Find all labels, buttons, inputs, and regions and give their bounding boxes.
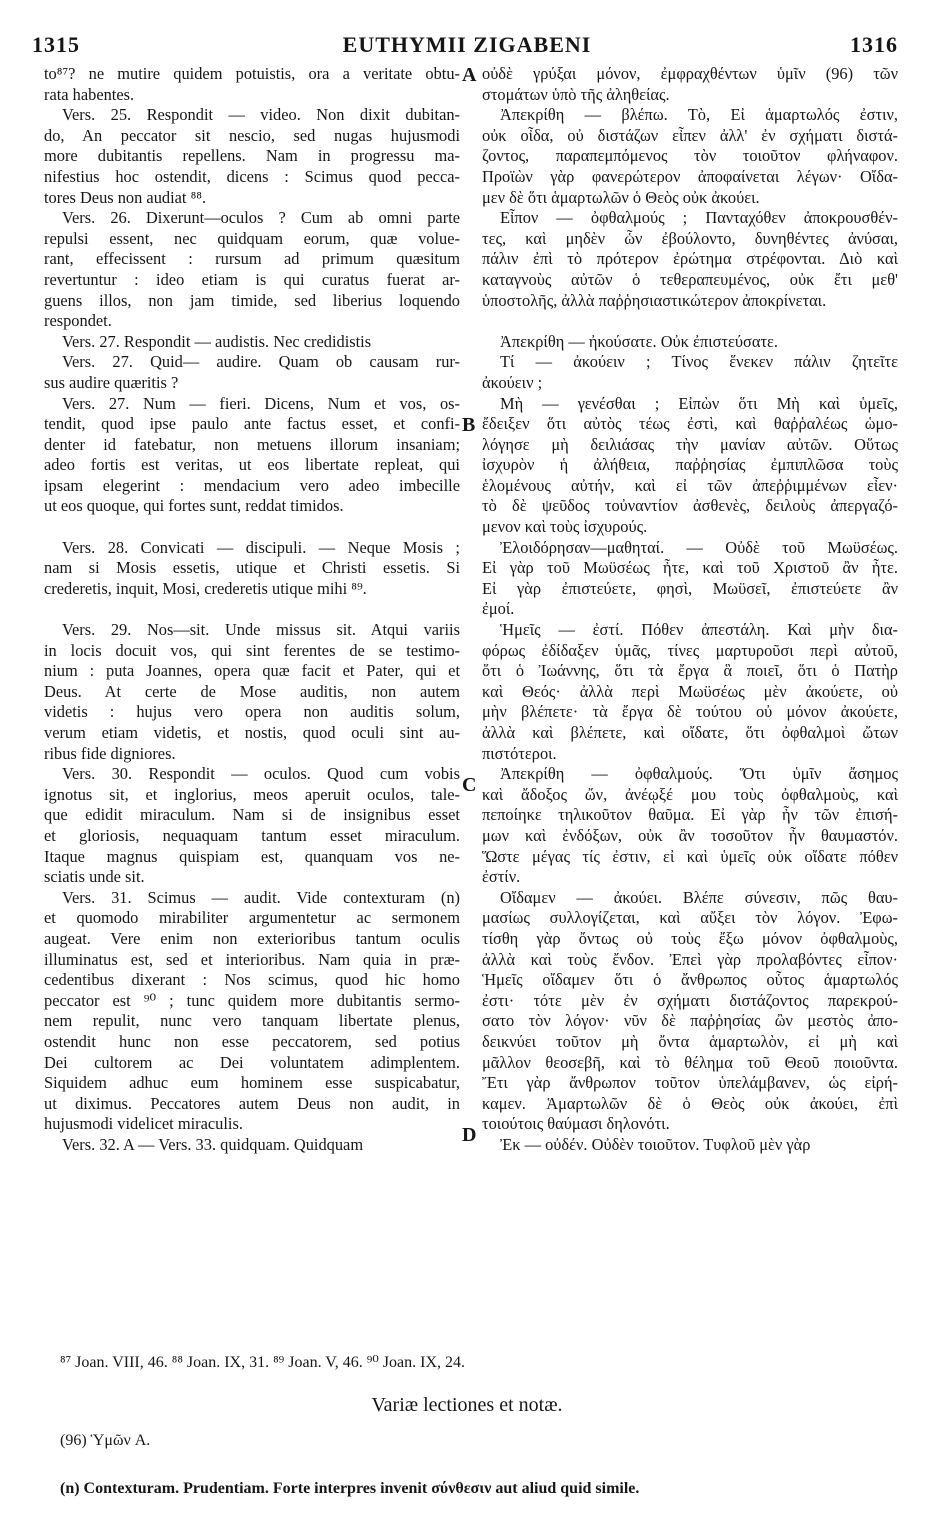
text-line: πάλιν ἐπὶ τὸ πρότερον ἐρώτημα στρέφονται. Διὸ καὶ [482,249,898,269]
text-line: Vers. 27. Quid— audire. Quam ob causam rur- [62,352,460,372]
text-line: Τί — ἀκούειν ; Τίνος ἕνεκεν πάλιν ζητεῖτε [500,352,898,372]
text-line: πεποίηκε τηλικοῦτον θαῦμα. Εἰ γὰρ ἦν τῶν ἐπισή- [482,805,898,825]
text-line: φόρως ἐδίδαξεν ὑμᾶς, τίνες μαρτυροῦσι περὶ αὐτοῦ, [482,640,898,660]
text-line: Ἐκ — οὐδέν. Οὐδὲν τοιοῦτον. Τυφλοῦ μὲν γὰρ [500,1134,811,1154]
text-line: Dei cultorem ac Dei voluntatem adimplentem. [44,1052,460,1072]
text-line: καταγνοὺς αὐτῶν ὁ τεθεραπευμένος, οὐκ ἔτι μεθ' [482,269,898,289]
text-line: μεν δὲ ὅτι ἁμαρτωλῶν ὁ Θεὸς οὐκ ἀκούει. [482,187,760,207]
text-line: Ἀπεκρίθη — ὀφθαλμούς. Ὅτι ὑμῖν ἄσημος [500,764,898,784]
text-line: tendit, quod ipse paulo ante factus esset, et confi- [44,414,460,434]
text-line: sus audire quæritis ? [44,372,179,392]
text-line: nam si Mosis essetis, utique et Christi essetis. Si [44,558,460,578]
text-line: ἐστι· τότε μὲν ἐν σχήματι διστάζοντος παρεκρού- [482,990,898,1010]
text-line: ut eos quoque, qui fortes sunt, reddat timidos. [44,496,344,516]
variae-title: Variæ lectiones et notæ. [371,1394,563,1416]
text-line: verum etiam videtis, et nostis, quod oculi sint au- [44,723,460,742]
margin-mark-c: C [462,774,477,796]
text-line: Ἡμεῖς — ἐστί. Πόθεν ἀπεστάλη. Καὶ μὴν δια- [500,620,898,640]
text-line: οὐδὲ γρύξαι μόνον, ἐμφραχθέντων ὑμῖν (96) τῶν [482,64,898,83]
text-line: ζοντος, παραπεμπόμενος τὸν τοιοῦτον φλήναφον. [482,146,898,166]
text-line: καὶ ἄδοξος ὤν, ἀνέῳξέ μου τοὺς ὀφθαλμοὺς, καὶ [482,784,898,804]
text-line: nium : puta Joannes, opera quæ facit et Pater, qui et [44,661,460,681]
text-line: repulsi essent, nec quidquam eorum, quæ volue- [44,228,460,248]
paragraph-gap [44,599,460,620]
text-line: Itaque magnus quispiam est, quanquam vos ne- [44,846,460,866]
latin-column [44,64,460,1155]
text-line: Vers. 29. Nos—sit. Unde missus sit. Atqui variis [62,620,460,640]
margin-mark-d: D [462,1124,477,1146]
variant-note-n: (n) Contexturam. Prudentiam. Forte interpres invenit σύνθεσιν aut aliud quid simile. [60,1480,640,1497]
text-line: ἀλλὰ καὶ τοὺς ἔνδον. Ἐπεὶ γὰρ προλαβόντες εἶπον· [482,949,898,969]
text-line: τίσθη γὰρ ὄντως οὐ τοὺς ἔξω μόνον ὀφθαλμοὺς, [482,928,898,948]
text-line: Μὴ — γενέσθαι ; Εἰπὼν ὅτι Μὴ καὶ ὑμεῖς, [500,393,898,413]
margin-mark-b: B [462,414,476,436]
text-line: μων καὶ ἐνδόξων, οὐκ ἂν τοσοῦτον ἦν θαυμαστόν. [482,825,898,845]
text-line: peccator est ⁹⁰ ; tunc quidem more dubitantis sermo- [44,990,460,1010]
page-number-right: 1316 [850,32,898,57]
text-line: do, An peccator sit nescio, sed nugas hujusmodi [44,125,460,145]
text-line: ἀλλὰ καὶ βλέπετε, καὶ οἴδατε, ὅτι ὀφθαλμοὶ ὤτων [482,723,898,742]
text-line: Vers. 25. Respondit — video. Non dixit dubitan- [62,105,460,125]
page-number-left: 1315 [32,32,80,57]
text-line: to⁸⁷? ne mutire quidem potuistis, ora a veritate obtu- [44,64,460,83]
text-line: nifestius hoc ostendit, dicens : Scimus quod pecca- [44,166,460,186]
text-line: Ἔτι γὰρ ἄνθρωπον τοῦτον ὑπελάμβανεν, ὡς εἰρή- [482,1073,898,1093]
text-line: σατο τὸν λόγον· νῦν δὲ παῤῥησίας ὢν μεστὸς ἀπο- [482,1011,898,1031]
text-line: ἀκούειν ; [482,372,543,392]
text-line: in locis docuit vos, qui sint ferentes de se testimo- [44,640,460,660]
text-line: Ἀπεκρίθη — βλέπω. Τὸ, Εἰ ἁμαρτωλός ἐστιν, [500,105,898,125]
text-line: τοιούτοις θαύμασι δηλονότι. [482,1114,670,1134]
text-line: ut diximus. Peccatores autem Deus non audit, in [44,1093,460,1113]
text-line: ἐμοί. [482,599,515,619]
text-line: que edidit miraculum. Nam si de insignibus esset [44,805,460,825]
text-line: πιστότεροι. [482,743,557,763]
text-line: et gloriosis, nequaquam tantum esset miraculum. [44,825,460,845]
text-line: Deus. At certe de Mose auditis, non autem [44,681,460,701]
footnotes: ⁸⁷ Joan. VIII, 46. ⁸⁸ Joan. IX, 31. ⁸⁹ Joan. V, 46. ⁹⁰ Joan. IX, 24. [60,1354,465,1371]
text-line: sciatis unde sit. [44,867,145,887]
text-line: more dubitantis repellens. Nam in progressu ma- [44,146,460,166]
text-line: Ὥστε μέγας τίς ἐστιν, εἰ καὶ ὑμεῖς οὐκ οἴδατε πόθεν [482,846,898,866]
text-line: λόγησε μὴ δειλιάσας τὴν μανίαν αὐτῶν. Οὕτως [482,434,898,454]
text-line: hujusmodi videlicet miraculis. [44,1114,243,1134]
text-line: Siquidem adhuc eum hominem esse suspicabatur, [44,1073,460,1093]
text-line: illuminatus est, sed et interioribus. Nam quia in præ- [44,949,460,969]
text-line: Vers. 28. Convicati — discipuli. — Neque Mosis ; [62,537,460,557]
text-line: Vers. 27. Num — fieri. Dicens, Num et vos, os- [62,393,460,413]
text-line: ribus fide digniores. [44,743,176,763]
text-line: Προϊὼν γὰρ φανερώτερον ἀποφαίνεται λέγων· Οἴδα- [482,166,898,186]
text-line: videtis : hujus vero opera non auditis solum, [44,702,460,722]
text-line: Ἐλοιδόρησαν—μαθηταί. — Οὐδὲ τοῦ Μωϋσέως. [500,537,898,557]
text-line: καμεν. Ἁμαρτωλῶν δὲ ὁ Θεὸς οὐκ ἀκούει, ἐπὶ [482,1093,898,1113]
text-line: ὑποστολῆς, ἀλλὰ παῤῥησιαστικώτερον ἀποκρίνεται. [482,290,827,310]
text-line: ὅτι ὁ Ἰωάννης, ὅτι τὰ ἔργα ἃ ποιεῖ, ὅτι ὁ Πατὴρ [482,661,898,681]
text-line: Vers. 31. Scimus — audit. Vide contexturam (n) [62,887,460,907]
text-line: ignotus sit, et inglorius, meos aperuit oculos, tale- [44,784,460,804]
text-line: Εἶπον — ὀφθαλμούς ; Πανταχόθεν ἀποκρουσθέν- [500,208,898,228]
text-line: ipsam elegerint : mendacium vero adeo imbecille [44,475,460,495]
text-line: ἔδειξεν ὅτι αὐτὸς τέως ἐστὶ, καὶ θαῤῥαλέως ὡμο- [482,414,898,434]
text-line: δεικνύει τοῦτον μὴ ὄντα ἁμαρτωλὸν, εἰ μὴ καὶ [482,1031,898,1051]
text-line: nem repulit, nunc vero tanquam libertate plenus, [44,1011,460,1031]
variant-note-96: (96) Ὑμῶν A. [60,1432,151,1449]
text-line: ἐστίν. [482,867,521,887]
margin-mark-a: A [462,64,477,86]
text-line: rata habentes. [44,84,135,104]
paragraph-gap [44,517,460,538]
text-line: μᾶλλον θεοσεβῆ, καὶ τὸ θέλημα τοῦ Θεοῦ ποιοῦντα. [482,1052,898,1072]
text-line: Ἀπεκρίθη — ἠκούσατε. Οὐκ ἐπιστεύσατε. [500,331,779,351]
text-line: Vers. 26. Dixerunt—oculos ? Cum ab omni parte [62,208,460,228]
text-line: τες, καὶ μηδὲν ὧν ἐβούλοντο, δυνηθέντες ἀνύσαι, [482,228,898,248]
text-line: Εἰ γὰρ τοῦ Μωϋσέως ἦτε, καὶ τοῦ Χριστοῦ ἂν ἦτε. [482,558,898,578]
text-line: augeat. Vere enim non exterioribus tantum oculis [44,928,460,948]
paragraph-gap [482,311,898,332]
text-line: rant, effecissent : rursum ad primum quæsitum [44,249,460,269]
text-line: adeo fortis est veritas, ut eos libertate repleat, qui [44,455,460,475]
text-line: revertuntur : ideo etiam is qui curatus fuerat ar- [44,269,460,289]
text-line: μενον καὶ τοὺς ἰσχυρούς. [482,517,648,537]
text-line: οὐκ οἶδα, οὐ διστάζων εἶπεν ἀλλ' ἐν σχήματι διστά- [482,125,898,145]
text-line: tores Deus non audiat ⁸⁸. [44,187,207,207]
text-line: cedentibus dixerant : Nos scimus, quod hic homo [44,970,460,990]
text-line: τὸ δὲ ψεῦδος τοὐναντίον ἀσθενὲς, δειλοὺς ἀπεργαζό- [482,496,898,516]
running-title: EUTHYMII ZIGABENI [342,32,592,57]
text-line: et quomodo mirabiliter argumentetur ac sermonem [44,908,460,928]
text-line: Vers. 30. Respondit — oculos. Quod cum vobis [62,764,460,784]
text-line: Ἡμεῖς οἴδαμεν ὅτι ὁ ἄνθρωπος οὗτος ἁμαρτωλός [482,970,898,990]
text-line: Vers. 32. A — Vers. 33. quidquam. Quidquam [62,1134,364,1154]
text-line: Εἰ γὰρ ἐπιστεύετε, φησὶ, Μωϋσεῖ, ἐπιστεύετε ἂν [482,578,898,598]
text-line: ostendit hunc non esse peccatorem, sed potius [44,1031,460,1051]
text-line: Vers. 27. Respondit — audistis. Nec credidistis [62,331,372,351]
text-line: crederetis, inquit, Mosi, crederetis utique mihi ⁸⁹. [44,578,367,598]
text-line: respondet. [44,311,112,331]
greek-column [482,64,898,1155]
text-line: στομάτων ὑπὸ τῆς ἀληθείας. [482,84,670,104]
text-line: guens illos, non jam timide, sed liberius loquendo [44,290,460,310]
text-line: μὴν βλέπετε· τὰ ἔργα δὲ τούτου οὐ μόνον ἀκούετε, [482,702,898,722]
text-line: μασίως συλλογίζεται, καὶ αὔξει τὸν λόγον. Ἐφω- [482,908,898,928]
text-line: Οἴδαμεν — ἀκούει. Βλέπε σύνεσιν, πῶς θαυ- [500,887,898,907]
text-line: ἰσχυρὸν ἡ ἀλήθεια, παῤῥησίας ἐμπιπλῶσα τοὺς [482,455,898,475]
text-line: denter id fatebatur, non metuens illorum insaniam; [44,434,460,454]
text-line: ἑλομένους αὐτήν, καὶ εἰ τῶν ἀπεῤῥιμμένων εἶεν· [482,475,898,495]
text-line: καὶ Θεός· ἀλλὰ περὶ Μωϋσέως μὲν ἀκούετε, οὐ [482,681,898,701]
